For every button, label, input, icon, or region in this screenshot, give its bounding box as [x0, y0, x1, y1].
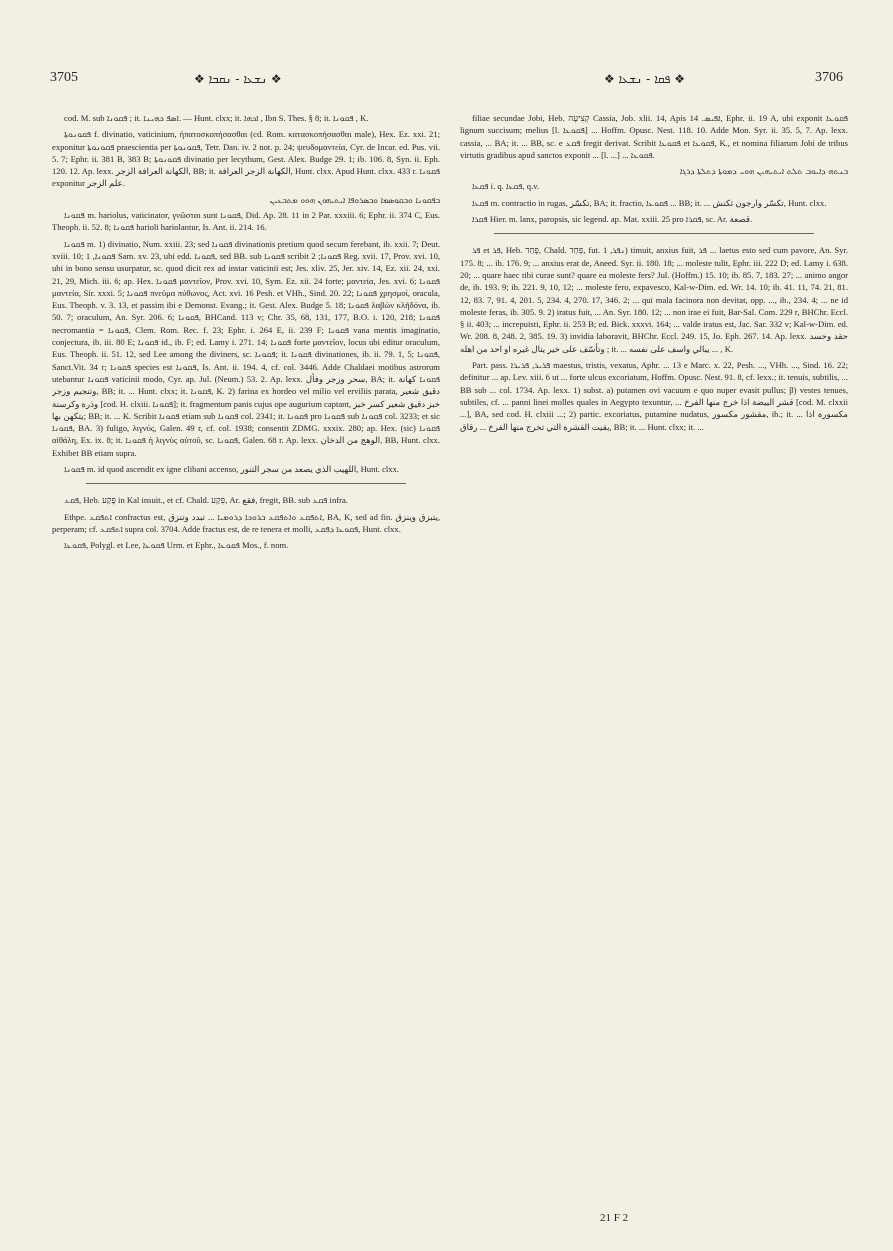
syriac-line-left: ܒܦܩܘܢܐ ܘܒܩܘܣܡܐ ܘܒܣܪܘܦܐ ܐܝܬܝܗܘܢ ܗܘܘ ܡܬܒܥܝܢ: [269, 194, 440, 205]
entry-right-2: ܦܩܥܐ i. q. ܦܩܥܐ, q.v.: [472, 181, 540, 192]
left-page-number: 3705: [50, 70, 78, 85]
entry-left-5: ܦܩܘܢܐ m. id quod ascendit ex igne clibani accenso, اللهيب الذي يصعد من سجر التنور, Hunt. clxx.: [64, 464, 400, 475]
signature-mark: 21 F 2: [600, 1212, 629, 1224]
right-page-number: 3706: [815, 70, 843, 85]
section-divider-right: [494, 233, 814, 234]
entry-left-6: ܦܩܥ, Heb. פָּקַע in Kal insuit., et cf. Chald. פְּקַע, Ar. فقع, fregit, BB. sub ܦܩܥ infra.: [64, 495, 348, 506]
entry-right-4: ܦܩܪܐ Hier. m. lanx, paropsis, sic legend. ap. Mat. xxiii. 25 pro ܦܩܪܐ, sc. Ar. قصعة.: [472, 214, 753, 225]
syriac-line-right: ܒܢܬܗ ܕܐܝܘܒ ܬܠܬ ܐܝܬܝܗܝܢ ܗܘܝ ܕܡܘܬܐ ܕܬܠܬܐ ܕܪܓܐ: [679, 166, 848, 177]
left-running-title: ❖ ܢܫܥܐ - ܢܩܒܐ ❖: [194, 72, 282, 86]
entry-left-1: cod. M. sub ܦܩܘܢܐ ; it. ܐܣܦ ܟܗܝܢܐ. — Hunt. clxx; it. ܐܟܗܐ , Ibn S. Thes. § 8; it. ܦܩܘܢܐ , K.: [64, 113, 369, 123]
entry-left-4: ܦܩܘܢܐ m. 1) divinatio, Num. xxiii. 23; sed ܦܩܘܢܐ divinationis pretium quod secum ferebant, ib. xxii. 7; Deut. xviii. 10; ܦܩܘܢܐ, 1 Sam. xv. 23, ubi edd. ܦܩܘܢܐ, sed BB. sub ܦܩܘܢܐ scribit ܦܩܘܢܐ; 2 Reg. xvii. 17, Prov. xvi. 10, ubi in bono sensu usurpatur, sc. quod dicit rex ad instar vaticinii est; Jes. xliv. 25, Jer. xiv. 14, Ez. xii. 24, xxi. 21, 29, Mich. iii. 6; ap. Hex. ܦܩܘܢܐ μαντεῖον, Prov. xvi. 10, Sym. Ez. xii. 24 forte; μαντεία, Jes. xvi. 6; ܦܩܘܢܐ μαντεία, Sir. xxxi. 5; ܦܩܘܢܐ πνεῦμα πύθωνος, Act. xvi. 16 Pesh. et VHh., Sind. 20. 22; ܦܩܘܢܐ χρησμοί, oracula, Eus. Theoph. v. 3. 13, et passim ibi e Demonst. Evang.; it. Gest. Alex. Budge 5. 18; ܦܩܘܢܐ λαβὼν κλῆδόνα, ib. 50. 7; oraculum, An. Syr. 206. 6; ܦܩܘܢܐ, BHCand. 113 v; Chr. 35, 68, 131, 177, B.O. i. 120, 218; ܦܩܘܢܐ necromantia = ܦܩܘܢܐ, Clem. Rom. Rec. f. 23; Ephr. i. 264 E, ii. 239 F; ܦܩܘܢܐ vana mentis imaginatio, conjectura, ib. iii. 80 E; ܦܩܘܢܐ id., ib. F; ed. Lamy i. 271. 14; ܦܩܘܢܐ forte μαντεῖον, locus ubi editur oraculum, Eus. Theoph. ii. 51. 12, sed Lee among the diviners, sc. ܦܩܘܢܐ; it. ܦܩܘܢܐ divinationes, ib. ii. 79. 1, 5; ܦܩܘܢܐ, Sanct.Vit. 34 r; ܦܩܘܢܐ species est ܦܩܘܢܐ, Is. Ant. ii. 194. 4, cf. col. 3446. Adde Chaldaei motibus astrorum utebantur ܦܩܘܢܐ vaticinii modo, Cyr. ap. Jul. (Neum.) 53. 2. Ap. lexx. سحر وزجر وفأل, BA; it. ܦܩܘܢܐ كهانة وتنجيم وزجر, BB; it. ... Hunt. clxx; it. ܦܩܘܢܐ, K. 2) farina ex hordeo vel milio vel erviliis parata, دقيق شعير وذرة وكرسنة [cod. H. clxiii. ܦܩܘܢܐ]; it. fragmentum panis cujus ope augurium captant, خبز دقيق شعير كسر خبز يتكهن بها; BB; it. ... K. Scribit ܦܩܘܢܐ etiam sub ܦܩܘܢܐ col. 2341; it. ܦܩܘܢܐ pro ܦܩܘܢܐ sub ܦܩܘܢܐ col. 3233; et sic ܦܩܘܢܐ, BA. 3) fuligo, λιγνύς, Galen. 49 r, cf. col. 1938; consentit ZDMG. xxxix. 280; ap. Hex. (sic) ܦܩܘܢܐ αἰθάλη, Ex. ix. 8; it. ܦܩܘܢܐ ἡ λιγνὺς αὐτοῦ, sc. ܦܩܘܢܐ, Galen. 68 r. Ap. lexx. الوهج من الدخان, BB, Hunt. clxx. Exhibet BB etiam supra.: [52, 238, 440, 458]
entry-right-1: filiae secundae Jobi, Heb. קְצִיעָה Cassia, Job. xlii. 14, Apis ܐܦܝܣ. 14, Ephr. ii. 19 A, ubi exponit ܦܩܘܥܐ lignum succisum; melius [l. ܦܩܘܥܐ] ... Hoffm. Opusc. Nest. 118. 10. Adde Mon. Syr. ii. 35. 5, 7. Ap. lexx. cassia, ... BA; it. ... BB, sc. e ܦܩܥ fregit derivat. Scribit ܦܩܘܥܐ et ܦܩܘܥܐ, K., et nomina filiarum Jobi de tribus virtutis gradibus apud sanctos exponit ... [l. ...] ... ܦܩܘܥܐ.: [460, 113, 848, 160]
page-header: [44, 58, 849, 98]
entry-left-7: Ethpe. ܐܬܦܩܥ confractus est, ܐܬܦܩܥ ܘܐܬܦܩܥ ܒܪܘܟܐ ܕܪܘܡܝܐ ... تبدد وتنزق, BA, K, sed ad fin. يتبزق وينزق, perperam; cf. ܐܬܦܩܥ supra col. 3704. Adde fractus est, de re tenera et molli, ܦܩܘܥܐ ܕܦܩܥ, Hunt. clxx.: [52, 511, 440, 534]
left-column: [52, 112, 440, 1232]
entry-right-3: ܦܩܥܐ m. contractio in rugas, تكسّر, BA; it. fractio, ܦܩܘܥܐ ... BB; it. ... تكسّر وارجون ثكنش, Hunt. clxx.: [472, 197, 827, 208]
entry-left-8: ܦܩܘܥܐ, Polygl. et Lee, ܦܩܘܥܐ Urm. et Ephr., ܦܩܘܥܐ Mos., f. nom.: [64, 540, 289, 551]
entry-right-6: Part. pass. ܦܪܝܪ, ܦܪܝܪܐ maestus, tristis, vexatus, Aphr. ... 13 e Marc. x. 22, Pesh. ..., VHh. ..., Sind. 16. 22; definitur ... ap. Lev. xiii. 6 ut ... forte ulcus excoriatum, Hoffm. Opusc. Nest. 91. 8, cf. lexx.; it. tenuis, subtilis, ... BB sub ... col. 1734. Ap. lexx. 1) subst. a) putamen ovi vacuum e quo nuper evasit pullus; β) vestes tenues, subtiles, cf. ... panni linei molles quales in Aegypto texuntur, ... قشر البيضة اذا خرج منها الفرخ [cod. M. clxxii ...], BA, sed cod. H. clxiii ...; 2) partic. excoriatus, putamine nudatus, مقشور مكسور, ib.; it. ... مكسورة اذا بقيت القشرة التي تخرج منها الفرخ ... رقاق, BB; it. ... Hunt. clxx; it. ...: [460, 360, 848, 432]
section-divider-left: [86, 483, 406, 484]
right-column: [460, 112, 848, 1197]
entry-left-2: ܦܩܘܢܘܬܐ f. divinatio, vaticinium, ἠπατοσκοπήσασθαι (cd. Rom. κατασκοπήσασθαι male), Hex. Ez. xxi. 21; exponitur ܦܩܘܢܘܬܐ praescientia per ܦܩܘܢܘܬܐ, Tetr. Dan. iv. 2 not. p. 24; ψευδομαντεία, Cyr. de Incar. ed. Pus. vii. 5. 7; Ephr. ii. 381 B, 383 B; ܦܩܘܢܘܬܐ divinatio per lecythum, Gest. Alex. Budge 29. 1; ib. 106. 8, Syn. ii. Eph. 120. 12. Ap. lexx. الكهانة العرافة الزجر, BB; it. الكهانة الزجر العرافة, Hunt. clxx. Apud Hunt. clxx. 433 r. ܦܩܘܢܐ exponitur علم الزجر.: [52, 129, 440, 189]
right-running-title: ❖ ܦܩܐ - ܢܫܥܐ ❖: [604, 72, 685, 86]
entry-right-5: ܦܪ et ܦܪ, Heb. פָּחַד, Chald. פְּחַד, fut. ܢܦܪ, 1) timuit, anxius fuit, ܦܪ ... laetus esto sed cum pavore, An. Syr. 175. 8; ... ib. 176. 9; ... anxius erat de, Aneed. Syr. ii. 180. 18; ... moleste tulit, Ephr. iii. 222 D; ed. Lamy i. 638. 20; ... quare haec tibi curae sunt? quare ea moleste fers? Jul. (Hoffm.) 15. 10; ib. 85. 7, 183. 27; ... animo angor de, ib. 193. 9; ib. 221. 9, 10, 12; ... moleste fero, expavesco, Kal-w-Dim. ed. Wr. 14. 10; ib. 41. 11, 74. 21, 81. 12, 83. 7, 91. 4, 201. 5, 234. 4, 270. 17, 346. 2; ... qui mala facinora non devitat, opp. ..., ib., 234. 4; ... ne id moleste feras, ib. 305. 9. 2) iratus fuit, ... An. Syr. 180. 12; ... non irae ei fuit, Bar-Sal. Com. 229 r, BHChr. Eccl. § ii. 403; ... increpuisti, Ephr. ii. 253 B; ed. Bick. xxxvi. 164; ... valde iratus est, Jac. Sar. 332 v; Kal-w-Dim. ed. Wr. 208. 8, 248. 2, 385. 19. 3) invidia laboravit, BHChr. Eccl. 249. 15, Jo. Eph. 267. 14. Ap. lexx. حقد وحسد وتأسّف على خير ينال غيره او احد من اهله ; it. ... يبالي واسف على نفسه ... , K.: [460, 245, 848, 354]
entry-left-3: ܦܩܘܢܐ m. hariolus, vaticinator, γνῶσται sunt ܦܩܘܢܐ, Did. Ap. 28. 11 in 2 Par. xxxiii. 6; Ephr. ii. 374 C, Eus. Theoph. ii. 52. 8; ܦܩܘܢܐ harioli hariolantur, Is. Ant. ii. 214. 16.: [52, 210, 440, 233]
